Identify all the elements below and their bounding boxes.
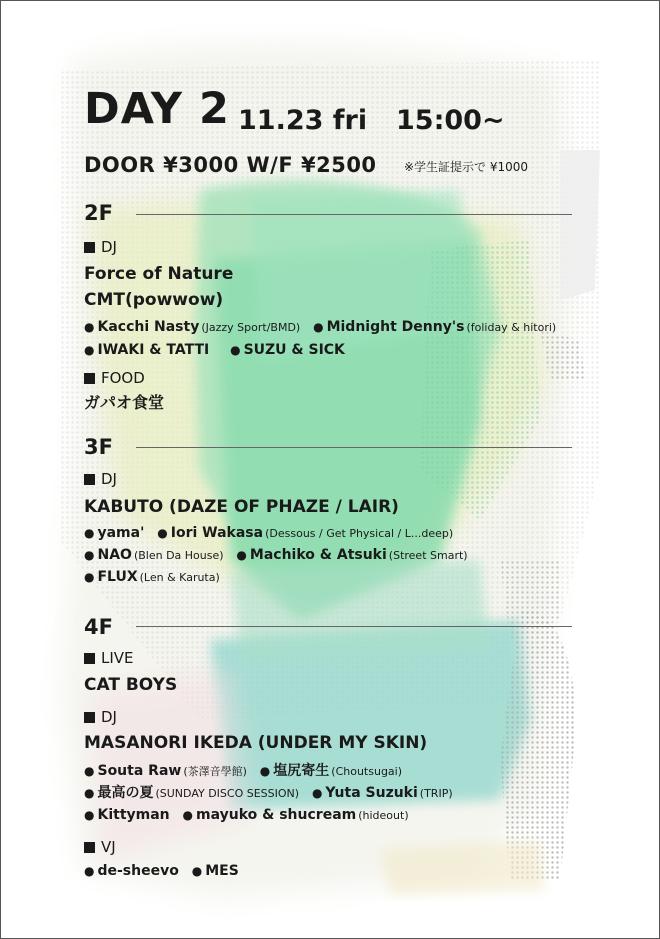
floor-2f-food-name: ガパオ食堂 xyxy=(84,393,165,412)
bullet-icon: ● xyxy=(84,320,95,334)
dj-entry xyxy=(84,319,300,335)
dj-name: 塩尻寄生 xyxy=(273,763,330,779)
dj-name: Kittyman xyxy=(97,807,170,823)
bullet-icon: ● xyxy=(84,786,95,800)
dj-entry xyxy=(230,342,345,358)
dj-entry xyxy=(183,807,409,823)
floor-4f-dj-label: DJ xyxy=(84,710,117,725)
floor-2f-dj-row-1 xyxy=(84,320,564,334)
floor-4f-headliner: MASANORI IKEDA (UNDER MY SKIN) xyxy=(84,733,428,753)
dj-affiliation: (Len & Karuta) xyxy=(139,571,220,584)
bullet-icon: ● xyxy=(230,343,241,357)
event-date: 11.23 fri xyxy=(238,105,368,136)
bullet-icon: ● xyxy=(313,320,324,334)
floor-2f-headliner-2: CMT(powwow) xyxy=(84,290,224,310)
dj-name: mayuko & shucream xyxy=(196,807,357,823)
bullet-icon: ● xyxy=(182,808,194,822)
floor-4f-dj-row-1 xyxy=(84,764,410,778)
bullet-icon: ● xyxy=(311,786,323,800)
dj-entry xyxy=(84,569,220,585)
floor-2f-food-label: FOOD xyxy=(84,371,145,386)
bullet-icon: ● xyxy=(84,570,95,584)
floor-4f-live-act: CAT BOYS xyxy=(84,675,178,695)
floor-4f-vj-row xyxy=(84,864,247,878)
dj-entry xyxy=(84,525,144,541)
floor-4f-rule xyxy=(136,626,572,627)
dj-name: FLUX xyxy=(97,569,138,585)
bullet-icon: ● xyxy=(84,864,95,878)
dj-name: 最高の夏 xyxy=(97,785,154,801)
event-time: 15:00~ xyxy=(396,105,505,136)
dj-name: Kacchi Nasty xyxy=(97,319,200,335)
day-title: DAY 2 xyxy=(84,84,230,134)
dj-name: Souta Raw xyxy=(97,763,182,779)
dj-name: NAO xyxy=(97,547,132,563)
dj-entry xyxy=(84,547,224,563)
dj-entry xyxy=(84,807,170,823)
vj-name: MES xyxy=(205,863,239,879)
dj-name: SUZU & SICK xyxy=(243,342,345,358)
bullet-icon: ● xyxy=(84,526,95,540)
floor-2f-rule xyxy=(136,214,572,215)
floor-3f-dj-label: DJ xyxy=(84,472,117,487)
bullet-icon: ● xyxy=(191,864,203,878)
dj-entry xyxy=(84,763,247,779)
dj-affiliation: (Blen Da House) xyxy=(133,549,224,562)
floor-4f-label: 4F xyxy=(84,615,113,639)
bullet-icon: ● xyxy=(157,526,168,540)
dj-affiliation: (SUNDAY DISCO SESSION) xyxy=(155,787,300,800)
dj-affiliation: (hideout) xyxy=(358,809,409,822)
floor-4f-dj-row-2 xyxy=(84,786,461,800)
dj-entry xyxy=(313,319,556,335)
bullet-icon: ● xyxy=(236,548,247,562)
dj-name: Yuta Suzuki xyxy=(325,785,418,801)
vj-entry xyxy=(192,863,239,879)
dj-entry xyxy=(84,785,299,801)
floor-2f-dj-row-2 xyxy=(84,343,353,357)
dj-entry xyxy=(260,763,402,779)
dj-affiliation: (Street Smart) xyxy=(388,549,468,562)
ticket-prices: DOOR ¥3000 W/F ¥2500 xyxy=(84,153,377,177)
bullet-icon: ● xyxy=(84,764,95,778)
floor-4f-dj-row-3 xyxy=(84,808,417,822)
dj-affiliation: (Dessous / Get Physical / L...deep) xyxy=(265,527,454,540)
dj-name: Machiko & Atsuki xyxy=(249,547,387,563)
floor-4f-vj-label: VJ xyxy=(84,840,116,855)
student-discount: ※学生証提示で ¥1000 xyxy=(404,160,529,174)
floor-3f-headliner: KABUTO (DAZE OF PHAZE / LAIR) xyxy=(84,497,399,517)
dj-entry xyxy=(312,785,453,801)
floor-4f-live-label: LIVE xyxy=(84,651,134,666)
dj-affiliation: (TRIP) xyxy=(419,787,453,800)
bullet-icon: ● xyxy=(84,343,95,357)
dj-entry xyxy=(157,525,453,541)
dj-affiliation: (foliday & hitori) xyxy=(466,321,557,334)
floor-3f-rule xyxy=(136,447,572,448)
dj-affiliation: (茶澤音學館) xyxy=(183,765,247,778)
floor-3f-dj-row-2 xyxy=(84,548,476,562)
floor-2f-label: 2F xyxy=(84,201,113,225)
dj-name: Iori Wakasa xyxy=(170,525,264,541)
vj-entry xyxy=(84,863,179,879)
dj-affiliation: (Jazzy Sport/BMD) xyxy=(201,321,301,334)
dj-affiliation: (Choutsugai) xyxy=(331,765,403,778)
bullet-icon: ● xyxy=(84,548,95,562)
bullet-icon: ● xyxy=(84,808,95,822)
floor-3f-dj-row-3 xyxy=(84,570,228,584)
floor-2f-dj-label: DJ xyxy=(84,240,117,255)
dj-entry xyxy=(84,342,209,358)
vj-name: de-sheevo xyxy=(97,863,179,879)
dj-name: Midnight Denny's xyxy=(326,319,465,335)
floor-2f-headliner-1: Force of Nature xyxy=(84,264,234,284)
floor-3f-label: 3F xyxy=(84,435,113,459)
bullet-icon: ● xyxy=(259,764,271,778)
dj-entry xyxy=(236,547,467,563)
dj-name: IWAKI & TATTI xyxy=(97,342,210,358)
dj-name: yama' xyxy=(97,525,145,541)
floor-3f-dj-row-1 xyxy=(84,526,461,540)
